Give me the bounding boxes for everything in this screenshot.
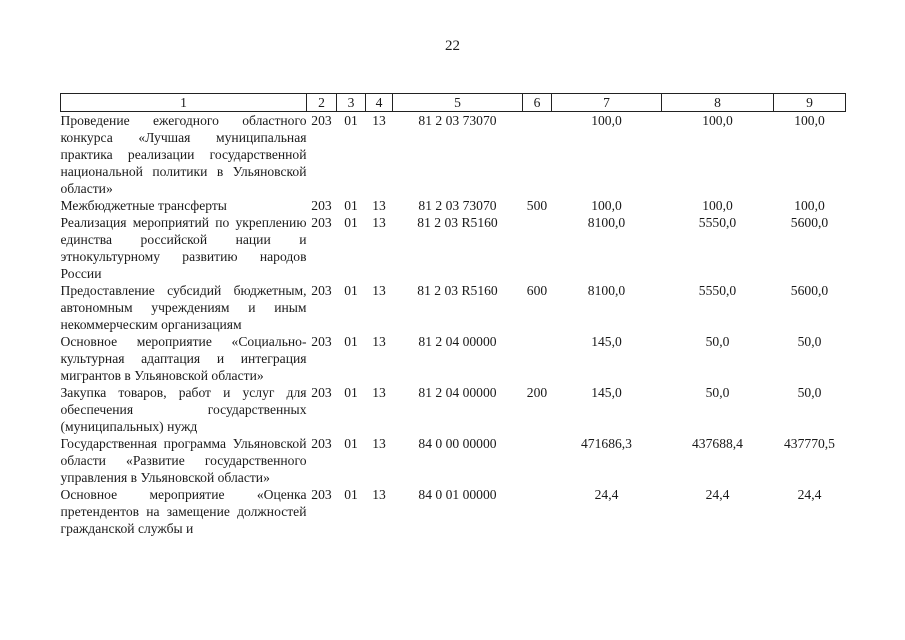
table-row [61,486,846,537]
column-header: 8 [662,94,774,112]
row-name: Проведение ежегодного областного конкурса «Лучшая муниципальная практика реализации государственной национальной политики в Ульяновской области» [60,113,307,196]
column-header: 2 [307,94,337,112]
row-code-gr: 203 [311,487,332,502]
row-code-rz: 01 [344,334,358,349]
table-row [61,282,846,333]
row-amount-2: 437688,4 [692,436,743,451]
row-code-rz: 01 [344,198,358,213]
row-name: Государственная программа Ульяновской области «Развитие государственного управления в Ульяновской области» [60,436,307,485]
row-code-gr: 203 [311,113,332,128]
column-header: 3 [337,94,366,112]
row-name: Предоставление субсидий бюджетным, автономным учреждениям и иным некоммерческим организациям [60,283,307,332]
row-code-csr: 81 2 03 R5160 [417,283,498,298]
row-amount-2: 24,4 [705,487,730,502]
row-code-pr: 13 [372,215,386,230]
row-code-gr: 203 [311,215,332,230]
row-amount-3: 24,4 [797,487,822,502]
row-code-csr: 84 0 01 00000 [418,487,497,502]
row-code-csr: 81 2 03 R5160 [417,215,498,230]
row-code-vr [523,435,552,486]
row-amount-3: 100,0 [794,198,825,213]
row-code-gr: 203 [311,436,332,451]
row-name: Основное мероприятие «Социально-культурная адаптация и интеграция мигрантов в Ульяновской области» [60,334,307,383]
row-amount-1: 145,0 [591,385,622,400]
row-code-gr: 203 [311,283,332,298]
row-amount-2: 5550,0 [698,283,737,298]
row-amount-2: 100,0 [702,113,733,128]
row-code-vr: 600 [526,283,548,298]
row-amount-1: 8100,0 [587,283,626,298]
row-code-gr: 203 [311,385,332,400]
row-amount-3: 50,0 [797,385,822,400]
row-code-csr: 84 0 00 00000 [418,436,497,451]
row-name: Закупка товаров, работ и услуг для обеспечения государственных (муниципальных) нужд [60,385,307,434]
row-code-pr: 13 [372,113,386,128]
row-code-vr [523,214,552,282]
row-amount-3: 100,0 [794,113,825,128]
table-row [61,112,846,198]
row-amount-2: 50,0 [705,385,730,400]
row-code-pr: 13 [372,334,386,349]
table-row [61,333,846,384]
row-code-gr: 203 [311,334,332,349]
row-amount-2: 100,0 [702,198,733,213]
row-code-rz: 01 [344,487,358,502]
row-name: Реализация мероприятий по укреплению единства российской нации и этнокультурному развитию народов России [60,215,307,281]
budget-table [60,93,846,537]
row-amount-3: 5600,0 [790,215,829,230]
row-code-csr: 81 2 04 00000 [418,334,497,349]
column-header: 9 [774,94,846,112]
row-amount-1: 100,0 [591,113,622,128]
row-code-pr: 13 [372,436,386,451]
row-code-csr: 81 2 03 73070 [418,113,497,128]
column-header: 4 [366,94,393,112]
row-code-gr: 203 [311,198,332,213]
row-amount-1: 471686,3 [581,436,632,451]
table-row [61,197,846,214]
row-code-vr [523,486,552,537]
row-amount-3: 437770,5 [784,436,835,451]
page-number: 22 [445,38,460,54]
column-header: 7 [552,94,662,112]
row-code-rz: 01 [344,113,358,128]
row-code-rz: 01 [344,385,358,400]
row-name: Межбюджетные трансферты [60,198,227,213]
row-code-rz: 01 [344,436,358,451]
row-code-rz: 01 [344,215,358,230]
row-amount-1: 24,4 [594,487,619,502]
row-code-vr [523,112,552,198]
table-row [61,384,846,435]
row-name: Основное мероприятие «Оценка претендентов на замещение должностей гражданской службы и [60,487,307,536]
row-amount-1: 145,0 [591,334,622,349]
row-amount-2: 50,0 [705,334,730,349]
column-header: 1 [61,94,307,112]
column-header: 6 [523,94,552,112]
row-code-vr [523,333,552,384]
row-code-vr: 500 [526,198,548,213]
row-code-pr: 13 [372,487,386,502]
table-row [61,214,846,282]
row-code-pr: 13 [372,198,386,213]
column-header: 5 [393,94,523,112]
row-code-pr: 13 [372,385,386,400]
row-amount-1: 8100,0 [587,215,626,230]
row-code-pr: 13 [372,283,386,298]
row-amount-2: 5550,0 [698,215,737,230]
row-amount-3: 50,0 [797,334,822,349]
row-amount-1: 100,0 [591,198,622,213]
table-row [61,435,846,486]
row-amount-3: 5600,0 [790,283,829,298]
row-code-rz: 01 [344,283,358,298]
row-code-csr: 81 2 03 73070 [418,198,497,213]
header-row [61,94,846,112]
row-code-csr: 81 2 04 00000 [418,385,497,400]
row-code-vr: 200 [526,385,548,400]
